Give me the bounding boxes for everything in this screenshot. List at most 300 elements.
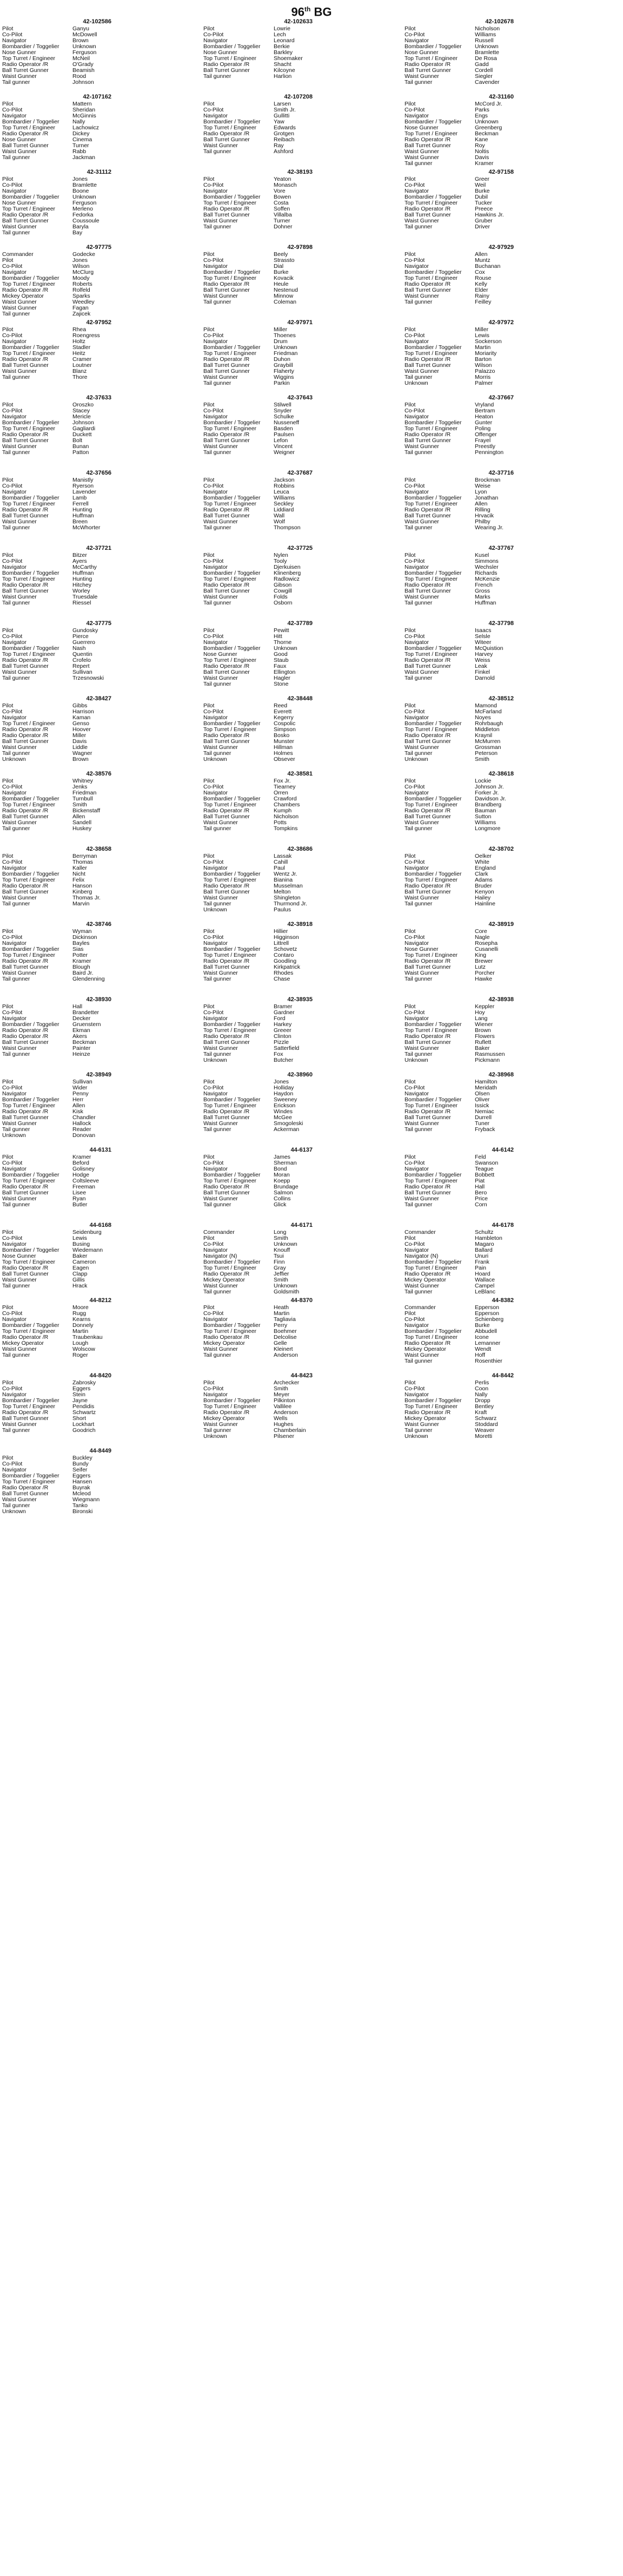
crew-row	[2, 477, 201, 483]
aircraft-serial: 42-38576	[86, 771, 111, 777]
crew-position: Bombardier / Toggelier	[203, 1097, 261, 1103]
crew-position: Ball Turret Gunner	[405, 739, 451, 745]
crew-row	[2, 1241, 201, 1247]
crew-row	[2, 182, 201, 188]
crew-position: Ball Turret Gunner	[203, 964, 250, 970]
crew-position: Ball Turret Gunner	[203, 1190, 250, 1196]
crew-row	[2, 1154, 201, 1160]
crew-row	[203, 600, 402, 606]
crew-member-name: Lefon	[274, 438, 288, 444]
crew-row	[405, 1028, 604, 1034]
crew-row	[203, 432, 402, 438]
crew-row	[405, 62, 604, 68]
crew-member-name: Drum	[274, 339, 288, 345]
crew-row	[2, 1052, 201, 1057]
crew-position: Pilot	[2, 853, 14, 859]
crew-member-name: Johnson Jr.	[475, 784, 504, 790]
crew-row	[203, 1097, 402, 1103]
crew-row	[2, 952, 201, 958]
crew-member-name: Traubenkau	[72, 1335, 103, 1340]
crew-row	[203, 1103, 402, 1109]
crew-member-name: Kramer	[72, 958, 91, 964]
crew-row	[2, 299, 201, 305]
crew-member-name: De Rosa	[475, 56, 497, 62]
crew-member-name: Mcleod	[72, 1491, 91, 1497]
crew-row	[203, 62, 402, 68]
crew-member-name: Larsen	[274, 101, 291, 107]
crew-position: Pilot	[2, 327, 14, 333]
crew-row	[2, 80, 201, 86]
crew-member-name: Johnson	[72, 80, 94, 86]
crew-position: Bombardier / Toggelier	[2, 194, 59, 200]
crew-member-name: Higginson	[274, 935, 299, 941]
crew-position: Waist Gunner	[2, 1121, 37, 1127]
crew-row	[203, 553, 402, 558]
crew-position: Radio Operator /R	[203, 808, 250, 814]
crew-row	[2, 558, 201, 564]
crew-row	[203, 501, 402, 507]
crew-row	[405, 345, 604, 351]
crew-member-name: Everett	[274, 709, 292, 715]
crew-row	[405, 1115, 604, 1121]
crew-member-name: Poling	[475, 426, 491, 432]
crew-member-name: Nusseneff	[274, 420, 300, 426]
crew-row	[203, 588, 402, 594]
crew-row	[2, 206, 201, 212]
crew-row	[2, 50, 201, 56]
crew-member-name: Radlowicz	[274, 576, 300, 582]
crew-member-name: Leak	[475, 663, 487, 669]
crew-position: Top Turret / Engineer	[2, 802, 56, 808]
crew-row	[405, 363, 604, 369]
crew-row	[2, 339, 201, 345]
crew-member-name: Holtz	[72, 339, 85, 345]
crew-member-name: Bironski	[72, 1509, 93, 1515]
crew-member-name: Akers	[72, 1034, 87, 1040]
crew-row	[203, 50, 402, 56]
aircraft-serial: 42-38918	[287, 921, 313, 928]
crew-position: Ball Turret Gunner	[203, 212, 250, 218]
crew-row	[405, 1346, 604, 1352]
crew-position: Co-Pilot	[405, 558, 425, 564]
crew-row	[405, 808, 604, 814]
crew-member-name: Buchanan	[475, 264, 501, 270]
crew-row	[405, 1271, 604, 1277]
crew-row	[405, 570, 604, 576]
crew-position: Radio Operator /R	[405, 281, 451, 287]
crew-row	[405, 432, 604, 438]
crew-position: Top Turret / Engineer	[2, 206, 56, 212]
crew-member-name: Finn	[274, 1259, 285, 1265]
crew-position: Pilot	[2, 628, 14, 634]
crew-row	[405, 119, 604, 125]
crew-row	[405, 113, 604, 119]
crew-position: Navigator	[405, 188, 429, 194]
crew-position: Tail gunner	[405, 80, 433, 86]
crew-member-name: LeBlanc	[475, 1289, 495, 1295]
crew-row	[203, 1317, 402, 1323]
aircraft-serial: 44-8442	[492, 1372, 514, 1379]
crew-member-name: Pennington	[475, 450, 504, 456]
crew-position: Nose Gunner	[2, 137, 36, 143]
crew-position: Ball Turret Gunner	[203, 369, 250, 374]
crew-row	[2, 1311, 201, 1317]
crew-position: Pilot	[2, 101, 14, 107]
crew-position: Navigator	[405, 715, 429, 721]
crew-position: Commander	[2, 252, 34, 258]
crew-member-name: Preece	[475, 206, 493, 212]
crew-position: Top Turret / Engineer	[405, 727, 458, 733]
crew-member-name: Obsever	[274, 757, 295, 763]
crew-member-name: Turner	[72, 143, 89, 149]
crew-member-name: Rosenthier	[475, 1358, 502, 1364]
crew-position: Bombardier / Toggelier	[2, 1022, 59, 1028]
crew-member-name: Bobbett	[475, 1172, 495, 1178]
crew-row	[2, 26, 201, 32]
crew-row	[405, 1410, 604, 1416]
crew-row	[203, 745, 402, 751]
crew-position: Waist Gunner	[405, 293, 439, 299]
crew-position: Ball Turret Gunner	[203, 889, 250, 895]
crew-member-name: Forker Jr.	[475, 790, 499, 796]
crew-block	[405, 620, 604, 695]
crew-position: Bombardier / Toggelier	[203, 796, 261, 802]
crew-member-name: Goodling	[274, 958, 297, 964]
crew-row	[405, 438, 604, 444]
crew-member-name: Minnow	[274, 293, 294, 299]
crew-member-name: Osborn	[274, 600, 293, 606]
crew-row	[2, 176, 201, 182]
crew-member-name: Lamb	[72, 495, 87, 501]
crew-row	[203, 1154, 402, 1160]
crew-position: Commander	[405, 1305, 436, 1311]
crew-row	[203, 380, 402, 386]
crew-row	[405, 1277, 604, 1283]
crew-position: Unknown	[405, 1434, 428, 1440]
crew-position: Radio Operator /R	[2, 658, 49, 663]
crew-position: Pilot	[405, 101, 416, 107]
crew-member-name: Greer	[475, 176, 489, 182]
aircraft-serial: 42-37633	[86, 395, 111, 401]
crew-member-name: Bramer	[274, 1004, 293, 1010]
crew-position: Ball Turret Gunner	[2, 739, 49, 745]
crew-member-name: Kleinert	[274, 1346, 293, 1352]
crew-position: Navigator	[2, 715, 26, 721]
crew-member-name: Gadd	[475, 62, 489, 68]
crew-row	[405, 1404, 604, 1410]
crew-position: Co-Pilot	[405, 1085, 425, 1091]
crew-grid	[0, 18, 623, 1523]
aircraft-serial: 42-37656	[86, 470, 111, 476]
crew-row	[405, 444, 604, 450]
crew-row	[2, 351, 201, 357]
crew-member-name: Riessel	[72, 600, 91, 606]
crew-position: Tail gunner	[405, 525, 433, 531]
crew-row	[2, 877, 201, 883]
crew-position: Tail gunner	[203, 826, 231, 832]
crew-position: Radio Operator /R	[405, 137, 451, 143]
crew-member-name: Tooly	[274, 558, 287, 564]
crew-position: Ball Turret Gunner	[405, 1115, 451, 1121]
crew-member-name: Piat	[475, 1178, 485, 1184]
crew-row	[405, 477, 604, 483]
crew-row	[203, 634, 402, 640]
crew-row	[405, 1190, 604, 1196]
crew-position: Radio Operator /R	[203, 1335, 250, 1340]
crew-position: Navigator	[2, 865, 26, 871]
crew-position: Pilot	[203, 1004, 215, 1010]
crew-position: Waist Gunner	[405, 1422, 439, 1428]
crew-position: Bombardier / Toggelier	[203, 119, 261, 125]
crew-block	[405, 244, 604, 319]
crew-position: Ball Turret Gunner	[405, 212, 451, 218]
crew-position: Unknown	[405, 380, 428, 386]
crew-position: Navigator	[405, 1323, 429, 1329]
crew-member-name: Sheridan	[72, 107, 96, 113]
crew-member-name: Wagner	[72, 751, 92, 757]
crew-row	[2, 155, 201, 161]
crew-row	[405, 80, 604, 86]
crew-block	[405, 1297, 604, 1372]
crew-member-name: Harlion	[274, 74, 292, 80]
crew-row	[405, 1289, 604, 1295]
crew-member-name: Bosko	[274, 733, 290, 739]
crew-block	[405, 921, 604, 996]
aircraft-serial: 44-8449	[89, 1448, 111, 1454]
aircraft-serial: 42-38938	[488, 996, 514, 1003]
crew-row	[2, 970, 201, 976]
crew-block	[203, 1297, 402, 1372]
crew-row	[405, 176, 604, 182]
crew-row	[2, 444, 201, 450]
aircraft-serial: 42-37789	[287, 620, 313, 627]
crew-position: Mickey Operator	[203, 1416, 246, 1422]
crew-position: Co-Pilot	[2, 1160, 23, 1166]
crew-member-name: Brandetter	[72, 1010, 100, 1016]
crew-position: Co-Pilot	[203, 1386, 224, 1392]
crew-member-name: Godecke	[72, 252, 96, 258]
crew-member-name: Knouff	[274, 1247, 290, 1253]
crew-position: Tail gunner	[405, 976, 433, 982]
crew-member-name: Wolf	[274, 519, 285, 525]
crew-member-name: Thomas Jr.	[72, 895, 101, 901]
crew-member-name: Wendt	[475, 1346, 492, 1352]
crew-member-name: Staub	[274, 658, 289, 663]
crew-position: Mickey Operator	[203, 1277, 246, 1283]
crew-member-name: Bramlette	[475, 50, 499, 56]
crew-block	[405, 169, 604, 244]
crew-row	[2, 56, 201, 62]
crew-row	[203, 444, 402, 450]
aircraft-serial: 44-8420	[89, 1372, 111, 1379]
crew-position: Commander	[203, 1230, 235, 1236]
crew-block	[2, 244, 201, 319]
crew-member-name: Weise	[475, 483, 491, 489]
aircraft-serial: 42-37775	[86, 620, 111, 627]
crew-position: Bombardier / Toggelier	[2, 345, 59, 351]
crew-member-name: Loutner	[72, 363, 92, 369]
crew-block	[203, 169, 402, 244]
crew-member-name: Epperson	[475, 1311, 499, 1317]
crew-row	[203, 1004, 402, 1010]
crew-position: Co-Pilot	[2, 634, 23, 640]
crew-member-name: Kaller	[72, 865, 87, 871]
crew-member-name: Wall	[274, 513, 285, 519]
crew-position: Waist Gunner	[2, 1046, 37, 1052]
crew-block	[2, 996, 201, 1072]
aircraft-serial: 42-38960	[287, 1072, 313, 1078]
crew-member-name: Longmore	[475, 826, 501, 832]
crew-row	[2, 408, 201, 414]
crew-block	[405, 1072, 604, 1147]
crew-block	[2, 319, 201, 395]
aircraft-serial: 42-102678	[485, 18, 514, 25]
crew-member-name: Baryla	[72, 224, 89, 230]
crew-position: Ball Turret Gunner	[405, 1040, 451, 1046]
crew-row	[203, 125, 402, 131]
crew-position: Pilot	[203, 101, 215, 107]
crew-member-name: Weedley	[72, 299, 95, 305]
crew-position: Waist Gunner	[203, 1422, 238, 1428]
crew-row	[2, 333, 201, 339]
crew-row	[2, 281, 201, 287]
crew-position: Navigator	[405, 414, 429, 420]
aircraft-serial: 42-31160	[489, 94, 514, 100]
crew-row	[203, 113, 402, 119]
crew-member-name: Vore	[274, 188, 286, 194]
crew-member-name: Fox Jr.	[274, 778, 291, 784]
crew-member-name: Chase	[274, 976, 290, 982]
crew-position: Co-Pilot	[203, 182, 224, 188]
crew-row	[405, 38, 604, 44]
crew-row	[203, 663, 402, 669]
crew-row	[203, 264, 402, 270]
crew-position: Navigator	[2, 1241, 26, 1247]
crew-position: Tail gunner	[405, 161, 433, 167]
crew-member-name: Seifer	[72, 1467, 88, 1473]
crew-row	[405, 941, 604, 947]
crew-member-name: Costa	[274, 200, 289, 206]
crew-member-name: Feilley	[475, 299, 492, 305]
crew-position: Co-Pilot	[2, 483, 23, 489]
crew-member-name: Burke	[475, 1323, 490, 1329]
crew-position: Bombardier / Toggelier	[405, 1329, 462, 1335]
crew-position: Waist Gunner	[405, 218, 439, 224]
crew-member-name: Lech	[274, 32, 286, 38]
crew-member-name: Davidson Jr.	[475, 796, 506, 802]
crew-row	[203, 1028, 402, 1034]
aircraft-serial: 42-38686	[287, 846, 313, 852]
crew-row	[405, 374, 604, 380]
crew-row	[405, 1317, 604, 1323]
crew-member-name: Wolscow	[72, 1346, 95, 1352]
crew-position: Tail gunner	[405, 374, 433, 380]
crew-row	[405, 721, 604, 727]
crew-position: Bombardier / Toggelier	[405, 871, 462, 877]
crew-position: Tail gunner	[405, 826, 433, 832]
crew-member-name: Soffen	[274, 206, 290, 212]
crew-block	[2, 1448, 201, 1523]
crew-row	[405, 1046, 604, 1052]
crew-position: Navigator	[203, 1317, 228, 1323]
crew-row	[2, 594, 201, 600]
crew-position: Radio Operator /R	[2, 883, 49, 889]
crew-member-name: Cox	[475, 270, 485, 275]
crew-position: Co-Pilot	[405, 859, 425, 865]
crew-row	[405, 901, 604, 907]
crew-member-name: Wentz Jr.	[274, 871, 297, 877]
crew-member-name: Gibson	[274, 582, 292, 588]
crew-position: Waist Gunner	[405, 444, 439, 450]
crew-member-name: McWhorter	[72, 525, 101, 531]
crew-row	[203, 438, 402, 444]
crew-member-name: McNeil	[72, 56, 90, 62]
crew-position: Tail gunner	[203, 600, 231, 606]
crew-member-name: Pizzle	[274, 1040, 289, 1046]
crew-row	[405, 1196, 604, 1202]
crew-position: Pilot	[2, 778, 14, 784]
crew-position: Waist Gunner	[2, 299, 37, 305]
crew-block	[203, 1372, 402, 1448]
crew-member-name: Gunter	[475, 420, 493, 426]
crew-row	[203, 853, 402, 859]
crew-row	[203, 281, 402, 287]
crew-row	[405, 703, 604, 709]
crew-row	[405, 883, 604, 889]
crew-member-name: Isaacs	[475, 628, 492, 634]
crew-row	[203, 194, 402, 200]
crew-row	[203, 218, 402, 224]
crew-row	[405, 56, 604, 62]
crew-block	[2, 695, 201, 771]
crew-row	[203, 374, 402, 380]
crew-member-name: Ford	[274, 1016, 286, 1022]
crew-row	[405, 188, 604, 194]
crew-row	[203, 808, 402, 814]
crew-member-name: Bruder	[475, 883, 492, 889]
crew-row	[405, 1034, 604, 1040]
crew-member-name: Tsui	[274, 1253, 284, 1259]
crew-row	[203, 1046, 402, 1052]
crew-row	[203, 778, 402, 784]
crew-member-name: Clapp	[72, 1271, 88, 1277]
crew-row	[2, 143, 201, 149]
crew-row	[405, 351, 604, 357]
crew-member-name: Bundy	[72, 1461, 89, 1467]
crew-row	[2, 1253, 201, 1259]
crew-row	[405, 1154, 604, 1160]
crew-position: Pilot	[2, 1079, 14, 1085]
aircraft-serial: 44-6168	[89, 1222, 111, 1228]
crew-position: Navigator	[203, 489, 228, 495]
crew-position: Ball Turret Gunner	[203, 363, 250, 369]
crew-position: Radio Operator /R	[2, 287, 49, 293]
crew-row	[2, 1271, 201, 1277]
crew-member-name: Ellington	[274, 669, 296, 675]
crew-row	[203, 859, 402, 865]
crew-position: Bombardier / Toggelier	[203, 1398, 261, 1404]
crew-position: Bombardier / Toggelier	[2, 646, 59, 652]
crew-row	[2, 200, 201, 206]
crew-row	[405, 408, 604, 414]
crew-member-name: Turnbull	[72, 796, 93, 802]
crew-block	[203, 470, 402, 545]
crew-row	[203, 826, 402, 832]
crew-position: Pilot	[203, 252, 215, 258]
crew-member-name: Dubil	[475, 194, 488, 200]
crew-position: Mickey Operator	[405, 1416, 447, 1422]
crew-position: Unknown	[2, 1133, 26, 1139]
